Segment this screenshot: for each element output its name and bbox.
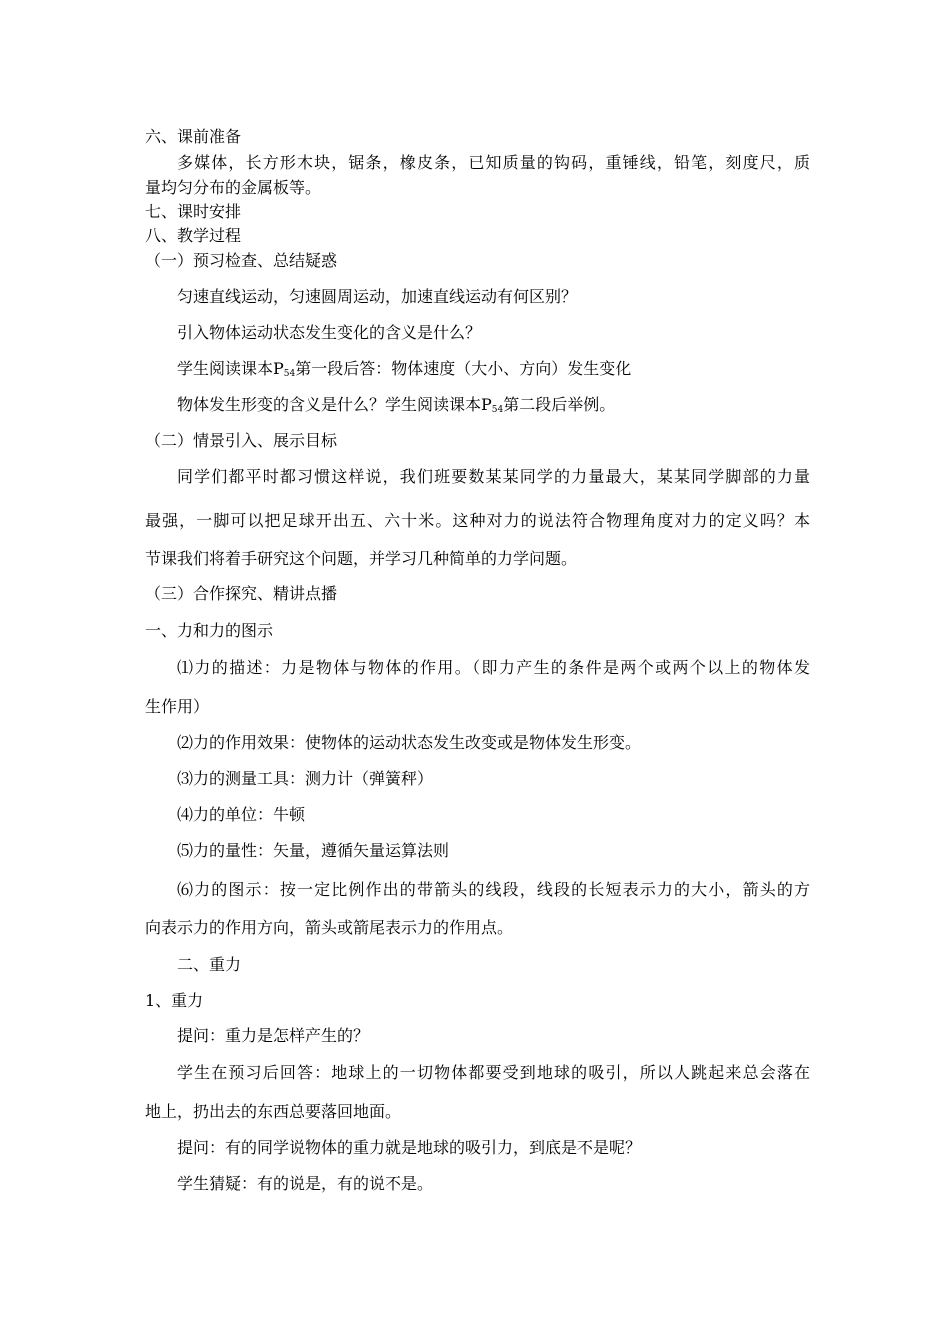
- heading-gravity: 二、重力: [177, 955, 242, 974]
- preview-answer-2: 学生阅读课本$P_{54}$第一段后答：物体速度（大小、方向）发生变化: [177, 359, 632, 379]
- preview-question-2: 引入物体运动状态发生变化的含义是什么？: [177, 323, 482, 342]
- scenario-line-1: 同学们都平时都习惯这样说，我们班要数某某同学的力量最大，某某同学脚部的力量: [177, 467, 810, 486]
- section-6-title: 六、课前准备: [145, 127, 242, 146]
- force-description-line-1: ⑴力的描述：力是物体与物体的作用。（即力产生的条件是两个或两个以上的物体发: [177, 658, 810, 677]
- part-3-title: （三）合作探究、精讲点播: [145, 584, 338, 603]
- force-diagram-line-2: 向表示力的作用方向，箭头或箭尾表示力的作用点。: [145, 918, 514, 937]
- heading-force-diagram: 一、力和力的图示: [145, 621, 274, 640]
- force-description-line-2: 生作用）: [145, 697, 210, 716]
- gravity-answer-2: 学生猜疑：有的说是，有的说不是。: [177, 1174, 434, 1193]
- force-diagram-line-1: ⑹力的图示：按一定比例作出的带箭头的线段，线段的长短表示力的大小，箭头的方: [177, 880, 810, 899]
- section-8-title: 八、教学过程: [145, 226, 242, 245]
- preview-question-3: 物体发生形变的含义是什么？学生阅读课本$P_{54}$第二段后举例。: [177, 395, 616, 415]
- preview-question-1: 匀速直线运动，匀速圆周运动，加速直线运动有何区别？: [177, 287, 578, 306]
- gravity-question-1: 提问：重力是怎样产生的？: [177, 1026, 370, 1045]
- scenario-line-3: 节课我们将着手研究这个问题，并学习几种简单的力学问题。: [145, 549, 578, 568]
- gravity-question-2: 提问：有的同学说物体的重力就是地球的吸引力，到底是不是呢？: [177, 1138, 642, 1157]
- force-unit: ⑷力的单位：牛顿: [177, 805, 306, 824]
- gravity-answer-1-line-1: 学生在预习后回答：地球上的一切物体都要受到地球的吸引，所以人跳起来总会落在: [177, 1063, 810, 1082]
- force-measuring-tool: ⑶力的测量工具：测力计（弹簧秤）: [177, 769, 434, 788]
- gravity-answer-1-line-2: 地上，扔出去的东西总要落回地面。: [145, 1102, 402, 1121]
- prep-materials-line-2: 量均匀分布的金属板等。: [145, 178, 322, 197]
- section-7-title: 七、课时安排: [145, 202, 242, 221]
- force-effect: ⑵力的作用效果：使物体的运动状态发生改变或是物体发生形变。: [177, 733, 642, 752]
- prep-materials-line-1: 多媒体，长方形木块，锯条，橡皮条，已知质量的钩码，重锤线，铅笔，刻度尺，质: [177, 153, 810, 172]
- force-vector-property: ⑸力的量性：矢量，遵循矢量运算法则: [177, 841, 450, 860]
- scenario-line-2: 最强，一脚可以把足球开出五、六十米。这种对力的说法符合物理角度对力的定义吗？本: [145, 511, 810, 530]
- part-2-title: （二）情景引入、展示目标: [145, 431, 338, 450]
- part-1-title: （一）预习检查、总结疑惑: [145, 251, 338, 270]
- gravity-subheading: 1、重力: [145, 991, 204, 1010]
